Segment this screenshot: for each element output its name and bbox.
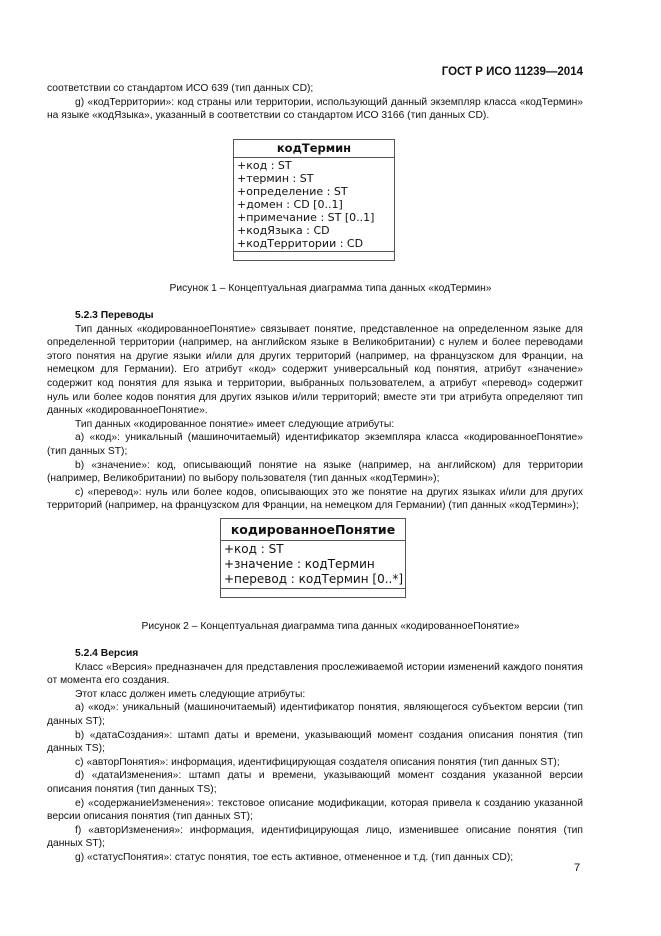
uml-attribute: +код : ST (224, 542, 284, 556)
uml-attribute: +кодЯзыка : CD (237, 224, 330, 237)
paragraph: Класс «Версия» предназначен для представления прослеживаемой истории изменений каждого понятия от момента его создания. (47, 661, 583, 687)
paragraph: Тип данных «кодированное понятие» имеет следующие атрибуты: (75, 418, 395, 430)
uml-class-kodirovannoeponyatie (220, 518, 406, 598)
text-block-top (47, 82, 583, 123)
uml-attribute: +примечание : ST [0..1] (237, 211, 375, 224)
uml-attribute: +термин : ST (237, 172, 314, 185)
list-item: g) «статусПонятия»: статус понятия, тое есть активное, отмененное и т.д. (тип данных CD); (75, 851, 514, 863)
list-item: e) «содержаниеИзменения»: текстовое описание модификации, которая привела к созданию указанной версии описания понятия (тип данных ST); (47, 797, 583, 823)
section-5-2-4 (47, 647, 583, 865)
list-item: f) «авторИзменения»: информация, идентифицирующая лицо, изменившее описание понятия (тип данных ST); (47, 824, 583, 850)
uml-attribute: +определение : ST (237, 185, 348, 198)
section-heading: 5.2.3 Переводы (75, 310, 154, 321)
uml-attribute: +кодТерритории : CD (237, 237, 364, 250)
paragraph: Тип данных «кодированноеПонятие» связывает понятие, представленное на определенном языке для определенной территории (например, на английском языке в Великобритании) с нулем и более переводами этого понятия на другие языки и/или для других территорий (например, на французском для Франции, на немецком для Германии). Его атрибут «код» содержит универсальный код понятия, атрибут «значение» содержит код понятия для языка и территории, выбранных пользователем, а атрибут «перевод» содержит нуль или более кодов понятия для других языков и/или территорий; вместе эти три атрибута определяют тип данных «кодированноеПонятие». (47, 323, 583, 417)
list-item: d) «датаИзменения»: штамп даты и времени, указывающий момент создания указанной версии описания понятия (тип данных TS); (47, 770, 583, 795)
section-heading: 5.2.4 Версия (75, 648, 139, 659)
section-5-2-3 (47, 309, 583, 513)
list-item: a) «код»: уникальный (машиночитаемый) идентификатор экземпляра класса «кодированноеПонятие» (тип данных ST); (47, 432, 583, 457)
uml-attribute: +код : ST (237, 159, 292, 172)
list-item: g) «кодТерритории»: код страны или территории, использующий данный экземпляр класса «кодТермин» на языке «кодЯзыка», указанный в соответствии со стандартом ИСО 3166 (тип данных CD). (47, 96, 583, 122)
uml-attributes (234, 158, 394, 252)
uml-class-kodtermin (233, 139, 395, 261)
uml-attribute: +перевод : кодТермин [0..*] (224, 572, 404, 586)
uml-attribute: +значение : кодТермин (224, 557, 375, 571)
figure-caption-2: Рисунок 2 – Концептуальная диаграмма типа данных «кодированноеПонятие» (141, 621, 520, 632)
list-item: c) «перевод»: нуль или более кодов, описывающих это же понятие на других языках и/или для других территорий (например, на французском для Франции, на немецком для Германии) (тип данных «кодТермин»); (47, 486, 583, 512)
uml-class-name: кодТермин (234, 140, 394, 158)
uml-class-name: кодированноеПонятие (221, 519, 405, 541)
uml-operations (221, 589, 405, 597)
uml-attributes (221, 541, 405, 589)
standard-header: ГОСТ Р ИСО 11239—2014 (441, 66, 583, 78)
uml-operations (234, 252, 394, 260)
paragraph: соответствии со стандартом ИСО 639 (тип данных CD); (47, 83, 314, 94)
paragraph: Этот класс должен иметь следующие атрибуты: (75, 688, 306, 700)
list-item: c) «авторПонятия»: информация, идентифицирующая создателя описания понятия (тип данных ST); (75, 756, 560, 768)
page-number: 7 (574, 862, 581, 874)
figure-caption-1: Рисунок 1 – Концептуальная диаграмма типа данных «кодТермин» (169, 283, 492, 294)
uml-attribute: +домен : CD [0..1] (237, 198, 343, 211)
list-item: b) «значение»: код, описывающий понятие на языке (например, на английском) для территории (например, Великобритании) по выбору пользователя (тип данных «кодТермин»); (47, 459, 583, 485)
list-item: b) «датаСоздания»: штамп даты и времени, указывающий момент создания описания понятия (тип данных TS); (47, 729, 583, 755)
list-item: a) «код»: уникальный (машиночитаемый) идентификатор понятия, являющегося субъектом версии (тип данных ST); (47, 702, 583, 727)
